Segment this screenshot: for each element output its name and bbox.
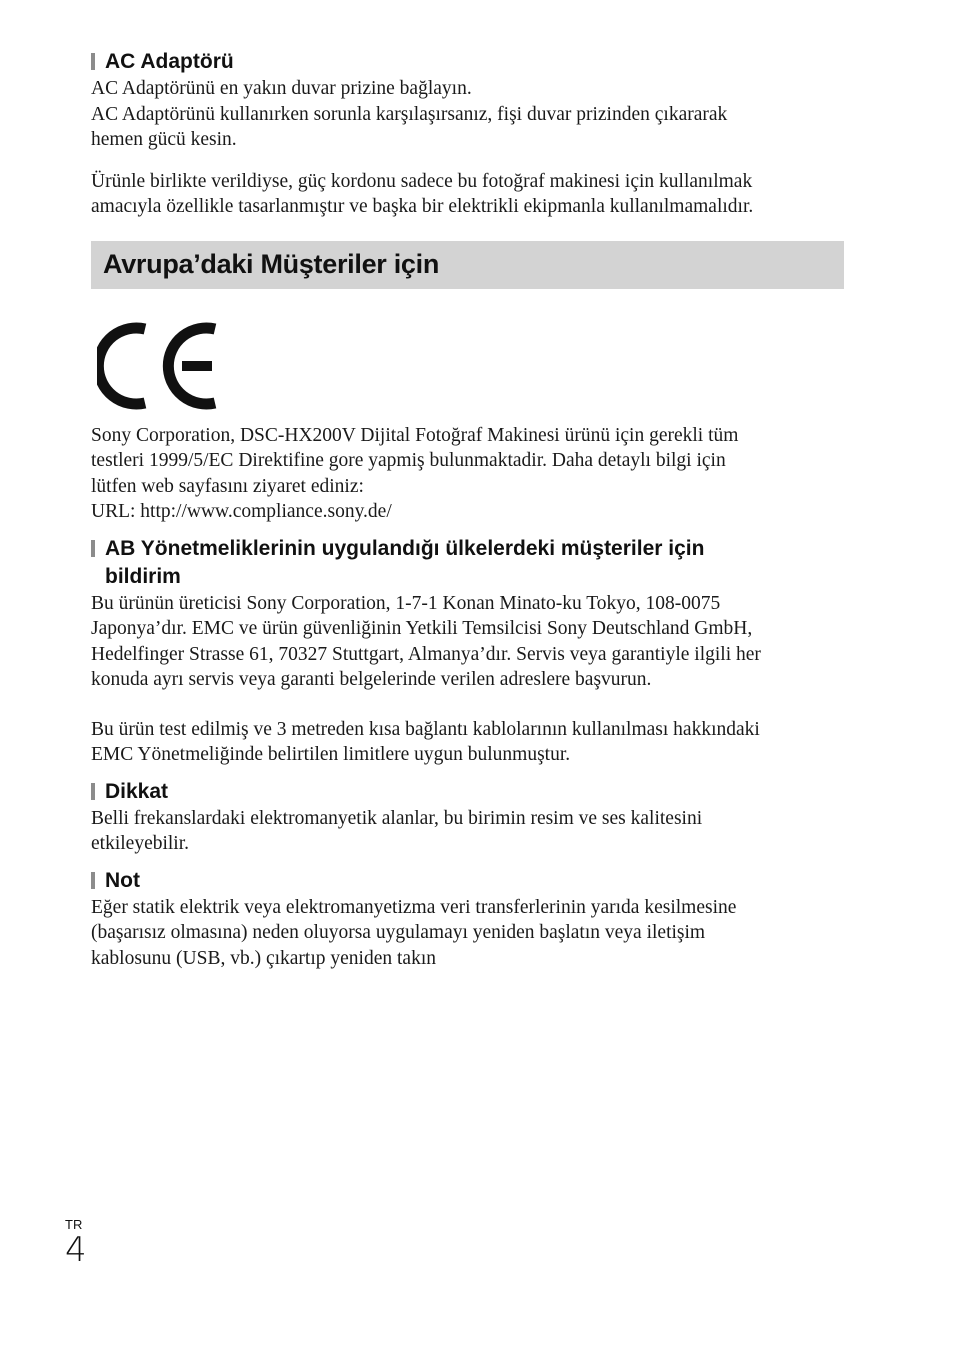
page-footer (65, 1218, 87, 1268)
heading-marker (91, 783, 95, 800)
emc-paragraph: Bu ürün test edilmiş ve 3 metreden kısa bağlantı kablolarının kullanılması hakkındaki EMC Yönetmeliğinde belirtilen limitlere uygun bulunmuştur. (91, 718, 760, 765)
europe-banner-title: Avrupa’daki Müşteriler için (103, 249, 440, 279)
caution-paragraph: Belli frekanslardaki elektromanyetik alanlar, bu birimin resim ve ses kalitesini etkileyebilir. (91, 807, 703, 854)
eu-notice-heading: AB Yönetmeliklerinin uygulandığı ülkelerdeki müşteriler için bildirim (91, 535, 851, 591)
note-paragraph: Eğer statik elektrik veya elektromanyetizma veri transferlerinin yarıda kesilmesine (başarısız olmasına) neden oluyorsa uygulamayı yeniden başlatın veya iletişim kablosunu (USB, vb.) çıkartıp yeniden takın (91, 896, 737, 969)
heading-marker (91, 540, 95, 557)
europe-banner (91, 241, 844, 289)
manufacturer-paragraph: Bu ürünün üreticisi Sony Corporation, 1-7-1 Konan Minato-ku Tokyo, 108-0075 Japonya’dır. EMC ve ürün güvenliğinin Yetkili Temsilcisi Sony Deutschland GmbH, Hedelfinger Strasse 61, 70327 Stuttgart, Almanya’dır. Servis veya garantiyle ilgili her konuda ayrı servis veya garanti belgelerinde verilen adreslere başvurun. (91, 592, 761, 690)
power-cord-paragraph: Ürünle birlikte verildiyse, güç kordonu sadece bu fotoğraf makinesi için kullanılmak amacıyla özellikle tasarlanmıştır ve başka bir elektrikli ekipmanla kullanılmamalıdır. (91, 170, 754, 217)
note-heading: Not (91, 867, 851, 895)
compliance-paragraph: Sony Corporation, DSC-HX200V Dijital Fotoğraf Makinesi ürünü için gerekli tüm testleri 1999/5/EC Direktifine gore yapmiş bulunmaktadir. Daha detaylı bilgi için lütfen web sayfasını ziyaret ediniz: URL: http://www.compliance.sony.de/ (91, 424, 739, 522)
ac-adapter-heading: AC Adaptörü (91, 48, 851, 76)
compliance-url: URL: http://www.compliance.sony.de/ (91, 501, 392, 522)
ac-adapter-paragraph: AC Adaptörünü en yakın duvar prizine bağlayın. AC Adaptörünü kullanırken sorunla karşılaşırsanız, fişi duvar prizinden çıkararak hemen gücü kesin. (91, 78, 728, 150)
language-code: TR (65, 1217, 83, 1232)
heading-marker (91, 872, 95, 889)
ce-mark-logo (97, 321, 217, 411)
heading-marker (91, 53, 95, 70)
page-number: 4 (65, 1230, 87, 1270)
page-content (91, 48, 851, 971)
caution-heading: Dikkat (91, 778, 851, 806)
